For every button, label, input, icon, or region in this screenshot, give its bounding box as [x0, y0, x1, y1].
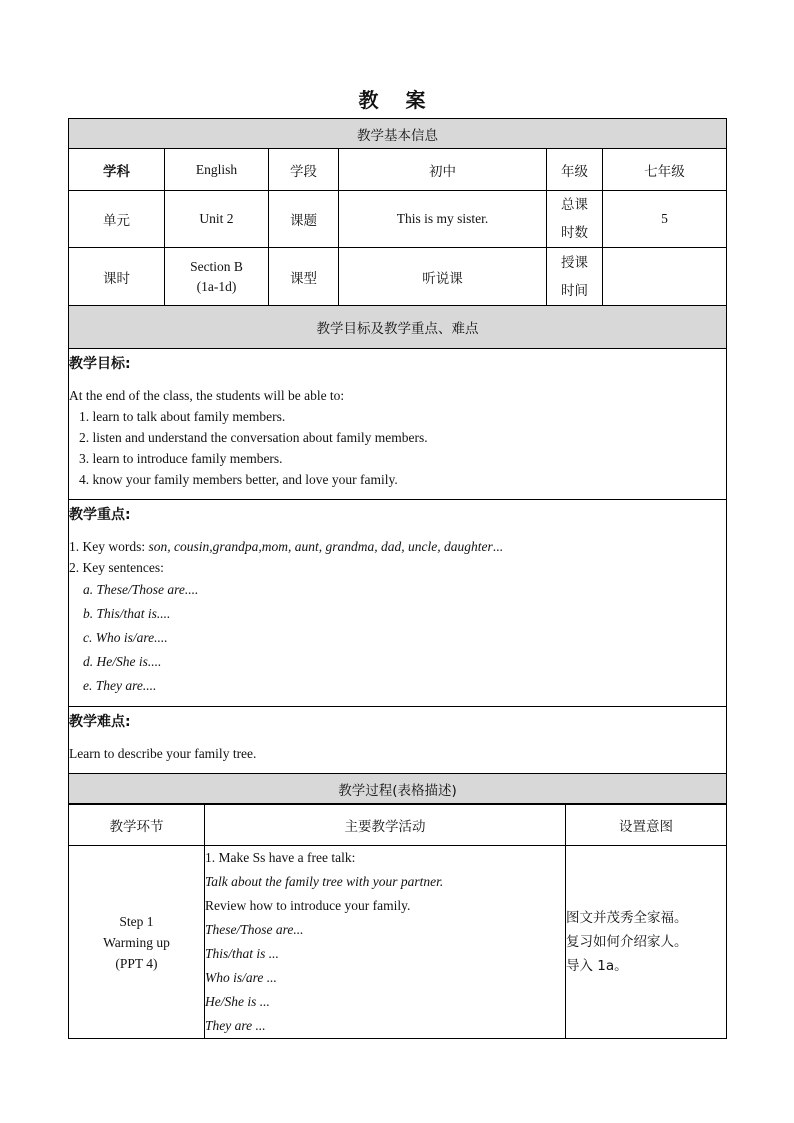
goals-intro: At the end of the class, the students will be able to: — [69, 388, 345, 403]
header-intent: 设置意图 — [566, 804, 727, 846]
intent-line: 导入 1a。 — [566, 958, 628, 974]
activity-line: Review how to introduce your family. — [205, 898, 411, 913]
key-sentence: c. Who is/are.... — [83, 630, 168, 645]
total-hours-label-line2: 时数 — [561, 225, 588, 241]
goal-item: 2. listen and understand the conversation about family members. — [79, 430, 428, 445]
step1-stage-line: Step 1 — [119, 913, 154, 929]
process-table — [68, 803, 727, 1039]
subject-value: English — [165, 149, 269, 191]
key-sentence: e. They are.... — [83, 678, 157, 693]
goal-item: 3. learn to introduce family members. — [79, 451, 283, 466]
class-time-label-line1: 授课 — [561, 254, 588, 271]
goals-section — [69, 349, 727, 500]
step1-intent — [566, 846, 727, 1039]
activity-line: This/that is ... — [205, 946, 279, 961]
activity-line: 1. Make Ss have a free talk: — [205, 850, 356, 865]
type-label: 课型 — [269, 248, 339, 306]
goals-heading: 教学目标: — [69, 356, 131, 372]
step1-stage — [69, 846, 205, 1039]
band-objectives: 教学目标及教学重点、难点 — [69, 306, 727, 349]
period-label: 课时 — [69, 248, 165, 306]
key-words: son, cousin,grandpa,mom, aunt, grandma, dad, uncle, daughter — [148, 539, 493, 554]
key-points-section — [69, 500, 727, 707]
grade-value: 七年级 — [603, 149, 727, 191]
document-title: 教 案 — [358, 88, 436, 112]
stage-label: 学段 — [269, 149, 339, 191]
key-words-tail: ... — [492, 539, 503, 554]
goal-item: 4. know your family members better, and love your family. — [79, 472, 398, 487]
total-hours-value: 5 — [603, 191, 727, 248]
difficulty-section — [69, 707, 727, 774]
key-words-line — [69, 536, 726, 557]
lesson-plan-table — [68, 118, 727, 805]
period-value — [165, 248, 269, 306]
total-hours-label — [547, 191, 603, 248]
unit-label: 单元 — [69, 191, 165, 248]
difficulty-heading: 教学难点: — [69, 714, 131, 730]
class-time-label — [547, 248, 603, 306]
grade-label: 年级 — [547, 149, 603, 191]
activity-line: These/Those are... — [205, 922, 304, 937]
total-hours-label-line1: 总课 — [561, 197, 588, 213]
key-sentence: a. These/Those are.... — [83, 582, 199, 597]
activity-line: They are ... — [205, 1018, 266, 1033]
class-time-value — [603, 248, 727, 306]
topic-label: 课题 — [269, 191, 339, 248]
intent-line: 图文并茂秀全家福。 — [566, 910, 688, 926]
goal-item: 1. learn to talk about family members. — [79, 409, 286, 424]
step1-stage-line: (PPT 4) — [115, 955, 158, 971]
period-value-line2: (1a-1d) — [196, 278, 237, 294]
intent-line: 复习如何介绍家人。 — [566, 934, 688, 950]
stage-value: 初中 — [339, 149, 547, 191]
period-value-line1: Section B — [190, 258, 243, 274]
band-basic-info: 教学基本信息 — [69, 119, 727, 149]
band-process: 教学过程(表格描述) — [69, 774, 727, 805]
step1-activities — [205, 846, 566, 1039]
type-value: 听说课 — [339, 248, 547, 306]
header-activities: 主要教学活动 — [205, 804, 566, 846]
key-sentence: d. He/She is.... — [83, 654, 162, 669]
activity-line: He/She is ... — [205, 994, 270, 1009]
class-time-label-line2: 时间 — [561, 282, 588, 299]
key-sentences-label: 2. Key sentences: — [69, 560, 164, 575]
key-words-label: 1. Key words: — [69, 539, 149, 554]
key-points-heading: 教学重点: — [69, 507, 131, 523]
topic-value: This is my sister. — [339, 191, 547, 248]
unit-value: Unit 2 — [165, 191, 269, 248]
activity-line: Who is/are ... — [205, 970, 277, 985]
activity-line: Talk about the family tree with your partner. — [205, 874, 444, 889]
key-sentence: b. This/that is.... — [83, 606, 171, 621]
subject-label: 学科 — [69, 149, 165, 191]
difficulty-text: Learn to describe your family tree. — [69, 746, 257, 761]
header-stage: 教学环节 — [69, 804, 205, 846]
step1-stage-line: Warming up — [103, 934, 170, 950]
